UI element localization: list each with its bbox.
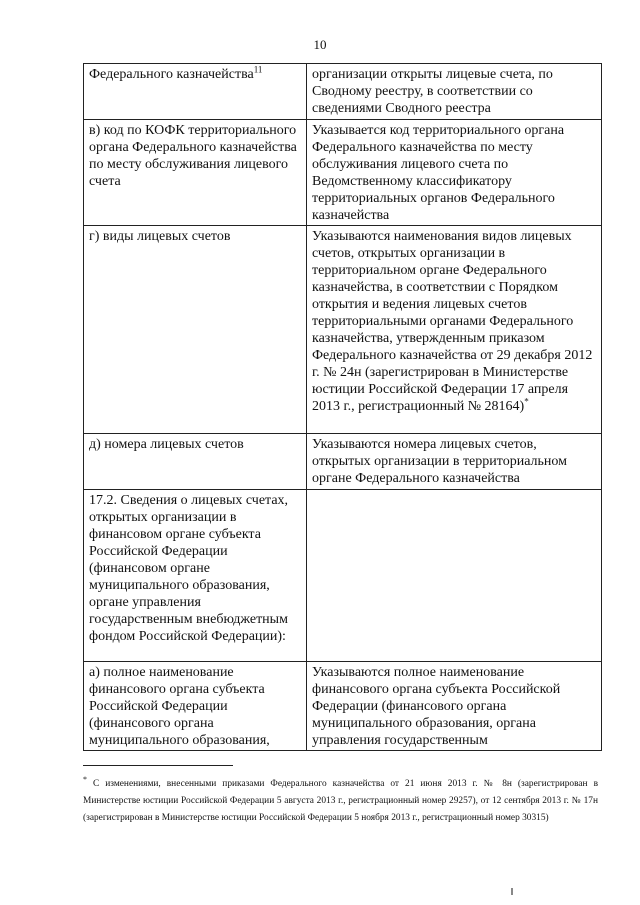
row-description-cell [307, 490, 602, 662]
row-description: Указываются номера лицевых счетов, открытых организации в территориальном органе Федерального казначейства [312, 437, 567, 486]
row-description: Указываются полное наименование финансового органа субъекта Российской Федерации (финансового органа муниципального образования, органа управления государственным [312, 665, 561, 748]
row-label: 17.2. Сведения о лицевых счетах, открытых организации в финансовом органе субъекта Российской Федерации (финансовом органе муниципального образования, органе управления государственным внебюджетным фондом Российской Федерации): [89, 493, 289, 644]
row-label-cell [84, 434, 307, 490]
row-label-cell [84, 226, 307, 434]
row-description-cell [307, 64, 602, 120]
row-label: д) номера лицевых счетов [89, 437, 244, 452]
table-row [84, 226, 602, 434]
row-description: организации открыты лицевые счета, по Сводному реестру, в соответствии со сведениями Сводного реестра [312, 67, 553, 116]
row-description-cell [307, 120, 602, 226]
table-row [84, 490, 602, 662]
row-description: Указывается код территориального органа Федерального казначейства по месту обслуживания лицевого счета по Ведомственному классификатору территориальных органов Федерального казначейства [312, 123, 565, 223]
footnote-mark: * [83, 775, 87, 784]
description-superscript: * [524, 396, 529, 407]
row-description-cell [307, 662, 602, 751]
table-row [84, 662, 602, 751]
footnote [83, 771, 598, 827]
row-description-cell [307, 226, 602, 434]
row-label-cell [84, 64, 307, 120]
row-label-cell [84, 490, 307, 662]
row-label: в) код по КОФК территориального органа Федерального казначейства по месту обслуживания лицевого счета [89, 123, 297, 189]
footnote-text: С изменениями, внесенными приказами Федерального казначейства от 21 июня 2013 г. № 8н (зарегистрирован в Министерстве юстиции Российской Федерации 5 августа 2013 г., регистрационный номер 29257), от 12 сентября 2013 г. № 17н (зарегистрирован в Министерстве юстиции Российской Федерации 5 ноября 2013 г., регистрационный номер 30315) [83, 779, 598, 824]
row-label: а) полное наименование финансового органа субъекта Российской Федерации (финансового органа муниципального образования, [89, 665, 270, 748]
requisites-table [83, 63, 602, 751]
table-row [84, 434, 602, 490]
table-row [84, 120, 602, 226]
row-label: Федерального казначейства [89, 67, 254, 82]
row-label-cell [84, 120, 307, 226]
row-description: Указываются наименования видов лицевых счетов, открытых организации в территориальном органе Федерального казначейства, в соответствии с Порядком открытия и ведения лицевых счетов территориальными органами Федерального казначейства, утвержденным приказом Федерального казначейства от 29 декабря 2012 г. № 24н (зарегистрирован в Министерстве юстиции Российской Федерации 17 апреля 2013 г., регистрационный № 28164) [312, 229, 593, 414]
scan-speck [511, 888, 513, 895]
footnote-divider [83, 765, 233, 766]
label-superscript: 11 [253, 64, 263, 75]
row-label-cell [84, 662, 307, 751]
row-label: г) виды лицевых счетов [89, 229, 231, 244]
page-number: 10 [313, 37, 327, 52]
table-row [84, 64, 602, 120]
row-description-cell [307, 434, 602, 490]
